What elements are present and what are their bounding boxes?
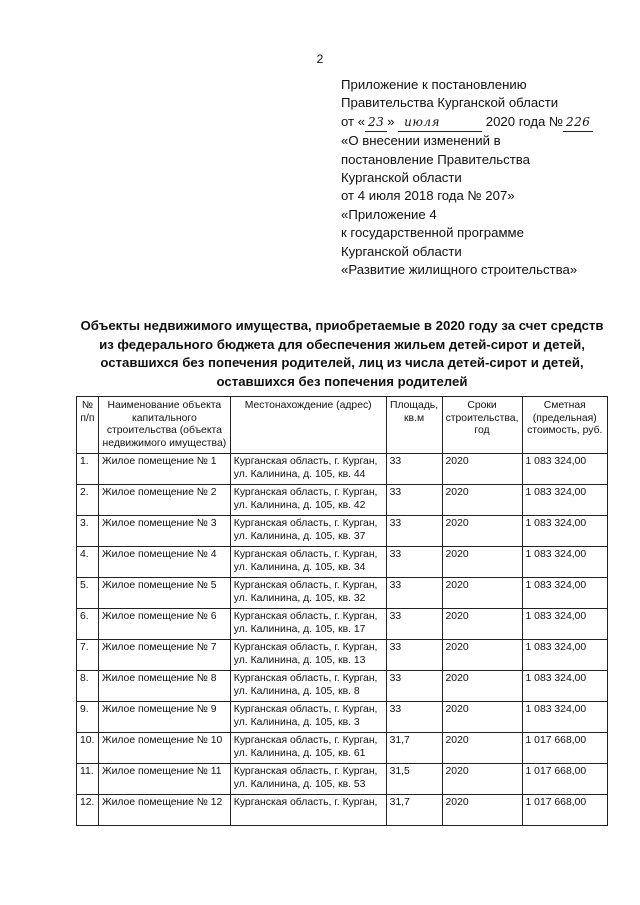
cell-cost: 1 083 324,00 [522, 702, 607, 733]
cell-term: 2020 [442, 764, 522, 795]
cell-num: 12. [77, 795, 99, 826]
cell-term: 2020 [442, 578, 522, 609]
address-line: Курганская область, г. Курган, [233, 518, 378, 529]
appendix-date-line [341, 113, 631, 132]
appendix4-line: «Развитие жилищного строительства» [341, 262, 578, 278]
cell-address [230, 485, 386, 516]
cell-term: 2020 [442, 640, 522, 671]
date-mid: » [387, 113, 399, 129]
cell-area: 33 [386, 640, 442, 671]
cell-term: 2020 [442, 733, 522, 764]
header-name: Наименование объекта капитального строительства (объекта недвижимого имущества) [98, 397, 230, 454]
table-row [77, 764, 608, 795]
cell-term: 2020 [442, 671, 522, 702]
cell-area: 33 [386, 454, 442, 485]
cell-address [230, 516, 386, 547]
appendix-line: от 4 июля 2018 года № 207» [341, 188, 515, 204]
cell-area: 31,7 [386, 795, 442, 826]
cell-area: 33 [386, 671, 442, 702]
address-line: ул. Калинина, д. 105, кв. 37 [233, 530, 366, 542]
cell-address [230, 733, 386, 764]
cell-term: 2020 [442, 485, 522, 516]
appendix-line: «О внесении изменений в [341, 133, 501, 149]
address-line: ул. Калинина, д. 105, кв. 42 [233, 499, 366, 511]
cell-num: 9. [77, 702, 99, 733]
cell-cost: 1 083 324,00 [522, 640, 607, 671]
cell-num: 6. [77, 609, 99, 640]
header-term: Сроки строительства, год [442, 397, 522, 454]
appendix-line: постановление Правительства [341, 151, 530, 167]
address-line: Курганская область, г. Курган, [233, 642, 378, 653]
cell-area: 33 [386, 516, 442, 547]
cell-term: 2020 [442, 702, 522, 733]
cell-term: 2020 [442, 609, 522, 640]
table-row [77, 547, 608, 578]
appendix-line: Правительства Курганской области [341, 95, 559, 111]
address-line: Курганская область, г. Курган, [233, 797, 378, 808]
table-row [77, 671, 608, 702]
cell-area: 31,5 [386, 764, 442, 795]
cell-name: Жилое помещение № 7 [98, 640, 230, 671]
address-line: ул. Калинина, д. 105, кв. 32 [233, 592, 366, 604]
cell-name: Жилое помещение № 1 [98, 454, 230, 485]
date-month: июля [398, 113, 482, 132]
address-line: ул. Калинина, д. 105, кв. 61 [233, 747, 366, 759]
cell-term: 2020 [442, 795, 522, 826]
header-address: Местонахождение (адрес) [230, 397, 386, 454]
cell-num: 8. [77, 671, 99, 702]
date-day: 23 [365, 113, 387, 132]
table-row [77, 516, 608, 547]
cell-cost: 1 083 324,00 [522, 609, 607, 640]
cell-name: Жилое помещение № 5 [98, 578, 230, 609]
cell-cost: 1 083 324,00 [522, 485, 607, 516]
header-num: № п/п [77, 397, 99, 454]
document-title: Объекты недвижимого имущества, приобретаемые в 2020 году за счет средств из федерального бюджета для обеспечения жильем детей-сирот и детей, оставшихся без попечения родителей, лиц из числа детей-сирот и детей, оставшихся без попечения родителей [80, 318, 604, 389]
doc-number: 226 [563, 113, 593, 132]
date-prefix: от « [341, 113, 366, 129]
cell-name: Жилое помещение № 11 [98, 764, 230, 795]
header-cost: Сметная (предельная) стоимость, руб. [522, 397, 607, 454]
cell-num: 5. [77, 578, 99, 609]
address-line: Курганская область, г. Курган, [233, 766, 378, 777]
cell-address [230, 764, 386, 795]
cell-num: 11. [77, 764, 99, 795]
cell-num: 7. [77, 640, 99, 671]
cell-cost: 1 083 324,00 [522, 547, 607, 578]
cell-cost: 1 083 324,00 [522, 578, 607, 609]
cell-name: Жилое помещение № 6 [98, 609, 230, 640]
table-row [77, 609, 608, 640]
cell-address [230, 454, 386, 485]
cell-address [230, 702, 386, 733]
address-line: Курганская область, г. Курган, [233, 456, 378, 467]
address-line: ул. Калинина, д. 105, кв. 53 [233, 778, 366, 790]
cell-cost: 1 017 668,00 [522, 795, 607, 826]
cell-area: 33 [386, 547, 442, 578]
address-line: Курганская область, г. Курган, [233, 611, 378, 622]
cell-address [230, 671, 386, 702]
table-header-row [77, 397, 608, 454]
cell-name: Жилое помещение № 8 [98, 671, 230, 702]
table-row [77, 640, 608, 671]
address-line: ул. Калинина, д. 105, кв. 13 [233, 654, 366, 666]
cell-name: Жилое помещение № 12 [98, 795, 230, 826]
appendix-header [341, 76, 631, 206]
table-row [77, 795, 608, 826]
table-row [77, 578, 608, 609]
cell-term: 2020 [442, 454, 522, 485]
cell-area: 33 [386, 702, 442, 733]
cell-address [230, 640, 386, 671]
cell-cost: 1 083 324,00 [522, 454, 607, 485]
cell-name: Жилое помещение № 2 [98, 485, 230, 516]
cell-name: Жилое помещение № 4 [98, 547, 230, 578]
address-line: Курганская область, г. Курган, [233, 580, 378, 591]
appendix4-line: «Приложение 4 [341, 207, 437, 222]
table-row [77, 454, 608, 485]
cell-cost: 1 017 668,00 [522, 764, 607, 795]
table-row [77, 733, 608, 764]
cell-cost: 1 083 324,00 [522, 671, 607, 702]
appendix-line: Курганской области [341, 170, 462, 186]
address-line: ул. Калинина, д. 105, кв. 17 [233, 623, 366, 635]
cell-num: 10. [77, 733, 99, 764]
cell-address [230, 609, 386, 640]
address-line: Курганская область, г. Курган, [233, 549, 378, 560]
appendix4-header [341, 206, 631, 280]
header-area: Площадь, кв.м [386, 397, 442, 454]
address-line: Курганская область, г. Курган, [233, 735, 378, 746]
cell-cost: 1 017 668,00 [522, 733, 607, 764]
address-line: ул. Калинина, д. 105, кв. 44 [233, 468, 366, 480]
cell-num: 3. [77, 516, 99, 547]
date-year: 2020 года № [482, 113, 564, 129]
address-line: ул. Калинина, д. 105, кв. 8 [233, 685, 360, 697]
cell-address [230, 795, 386, 826]
cell-area: 33 [386, 485, 442, 516]
cell-cost: 1 083 324,00 [522, 516, 607, 547]
objects-table [76, 396, 608, 826]
cell-area: 31,7 [386, 733, 442, 764]
page-number: 2 [316, 52, 324, 66]
address-line: Курганская область, г. Курган, [233, 673, 378, 684]
cell-name: Жилое помещение № 10 [98, 733, 230, 764]
appendix-line: Приложение к постановлению [341, 77, 527, 92]
cell-num: 4. [77, 547, 99, 578]
cell-num: 2. [77, 485, 99, 516]
appendix4-line: Курганской области [341, 243, 462, 259]
cell-area: 33 [386, 609, 442, 640]
address-line: ул. Калинина, д. 105, кв. 34 [233, 561, 366, 573]
table-row [77, 702, 608, 733]
cell-term: 2020 [442, 516, 522, 547]
address-line: ул. Калинина, д. 105, кв. 3 [233, 716, 360, 728]
cell-term: 2020 [442, 547, 522, 578]
cell-name: Жилое помещение № 9 [98, 702, 230, 733]
cell-area: 33 [386, 578, 442, 609]
table-row [77, 485, 608, 516]
cell-address [230, 578, 386, 609]
cell-num: 1. [77, 454, 99, 485]
cell-name: Жилое помещение № 3 [98, 516, 230, 547]
appendix4-line: к государственной программе [341, 225, 524, 241]
address-line: Курганская область, г. Курган, [233, 487, 378, 498]
cell-address [230, 547, 386, 578]
address-line: Курганская область, г. Курган, [233, 704, 378, 715]
